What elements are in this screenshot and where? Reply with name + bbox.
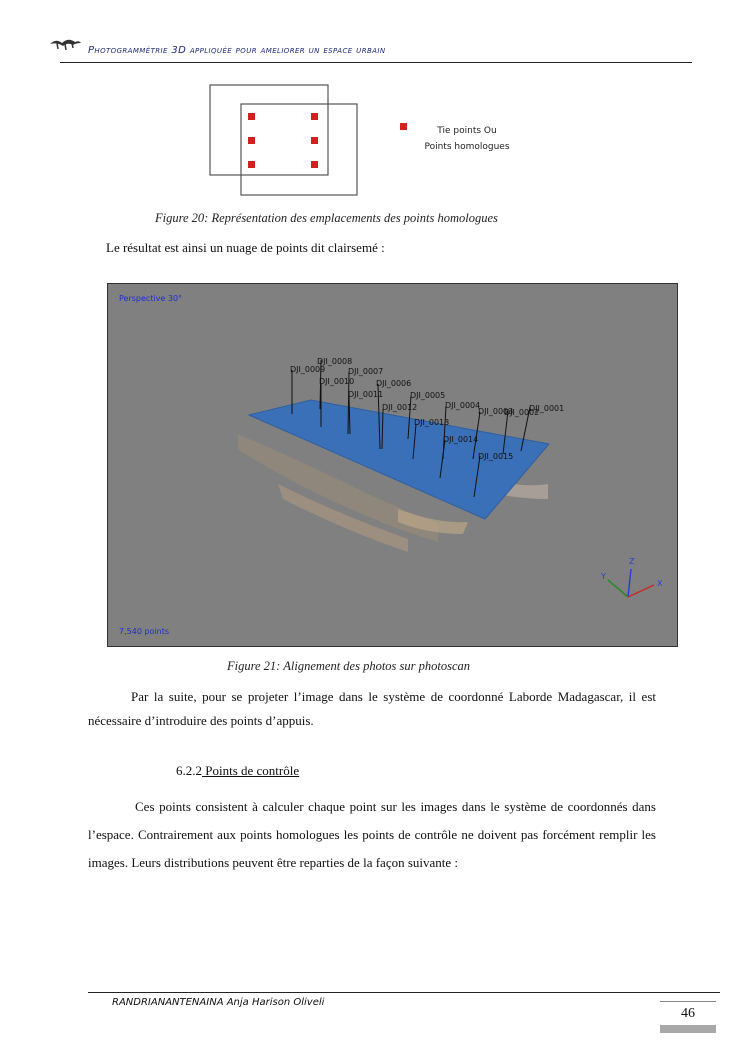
camera-label: DJI_0004: [445, 401, 481, 410]
footer-author: RANDRIANANTENAINA Anja Harison Oliveli: [112, 997, 325, 1008]
image-frame-left: [210, 85, 328, 175]
tie-point-marker: [248, 113, 255, 120]
image-frame-right: [241, 104, 357, 195]
tie-point-marker: [248, 161, 255, 168]
legend-line-1: Tie points Ou: [437, 126, 497, 136]
birds-logo-icon: [48, 34, 82, 52]
page-number: 46: [660, 1001, 716, 1024]
camera-label: DJI_0010: [319, 377, 355, 386]
tie-point-marker: [311, 161, 318, 168]
camera-label: DJI_0001: [529, 404, 565, 413]
paragraph-control-points: Ces points consistent à calculer chaque point sur les images dans le système de coordonnés dans l’espace. Contrairement aux points homologues les points de contrôle ne doivent pas forcément remplir les images. Leurs distributions peuvent être reparties de la façon suivante :: [88, 799, 656, 870]
camera-label: DJI_0003: [478, 407, 514, 416]
axis-z-label: Z: [629, 557, 635, 566]
tie-point-marker: [311, 113, 318, 120]
header-divider: [60, 62, 692, 63]
camera-label: DJI_0009: [290, 365, 326, 374]
running-header-title: Photogrammétrie 3D appliquée pour ameliorer un espace urbain: [88, 45, 386, 56]
page-number-bar: [660, 1025, 716, 1033]
camera-label: DJI_0015: [478, 452, 514, 461]
section-title: Points de contrôle: [202, 763, 300, 778]
sparse-point-cloud-view: [108, 284, 677, 646]
figure-20-caption: Figure 20: Représentation des emplacements des points homologues: [155, 211, 498, 225]
camera-label: DJI_0008: [317, 357, 353, 366]
figure-21-caption: Figure 21: Alignement des photos sur photoscan: [227, 659, 471, 673]
section-number: 6.2.2: [176, 763, 202, 778]
axis-y-label: Y: [601, 572, 606, 581]
camera-label: DJI_0002: [504, 408, 540, 417]
photoscan-screenshot: [107, 283, 678, 647]
camera-label: DJI_0006: [376, 379, 412, 388]
tie-points-diagram: [205, 80, 525, 200]
camera-label: DJI_0012: [382, 403, 418, 412]
footer-divider: [88, 992, 720, 993]
legend-marker: [400, 123, 407, 130]
camera-label: DJI_0014: [443, 435, 479, 444]
section-heading: [176, 759, 299, 783]
legend-line-2: Points homologues: [424, 142, 510, 152]
camera-label: DJI_0011: [348, 390, 384, 399]
view-label: Perspective 30°: [119, 294, 183, 303]
paragraph-laborde: Par la suite, pour se projeter l’image dans le système de coordonné Laborde Madagascar, il est nécessaire d’introduire des points d’appuis.: [88, 689, 656, 728]
axis-gizmo: [600, 557, 663, 597]
axis-x-label: X: [657, 579, 663, 588]
camera-label: DJI_0013: [414, 418, 450, 427]
point-count-label: 7,540 points: [119, 627, 170, 636]
camera-label: DJI_0007: [348, 367, 384, 376]
tie-point-marker: [248, 137, 255, 144]
intro-sentence: Le résultat est ainsi un nuage de points dit clairsemé :: [106, 240, 385, 255]
camera-label: DJI_0005: [410, 391, 446, 400]
tie-point-marker: [311, 137, 318, 144]
